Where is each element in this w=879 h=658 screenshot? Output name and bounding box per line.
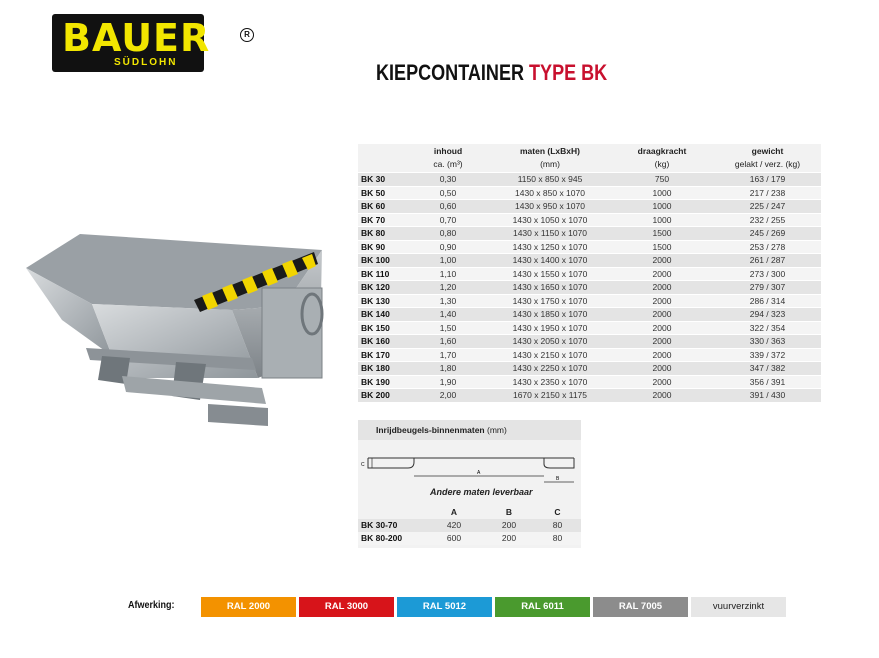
- cell-code: BK 130: [358, 294, 406, 308]
- table-row: [358, 532, 581, 545]
- specification-table: [358, 144, 821, 402]
- cell-code: BK 180: [358, 362, 406, 376]
- cell-inhoud: 1,60: [406, 335, 490, 349]
- cell-draag: 2000: [610, 308, 714, 322]
- dims-cell-c: 80: [534, 519, 581, 532]
- dims-cell-a: 420: [424, 519, 484, 532]
- cell-inhoud: 1,10: [406, 267, 490, 281]
- cell-inhoud: 0,60: [406, 200, 490, 214]
- cell-draag: 2000: [610, 321, 714, 335]
- finish-option: RAL 2000: [201, 597, 296, 617]
- title-part2: TYPE BK: [529, 60, 608, 85]
- cell-maten: 1670 x 2150 x 1175: [490, 389, 610, 402]
- cell-maten: 1430 x 1050 x 1070: [490, 213, 610, 227]
- finish-option: RAL 5012: [397, 597, 492, 617]
- cell-maten: 1430 x 1950 x 1070: [490, 321, 610, 335]
- cell-maten: 1430 x 2350 x 1070: [490, 375, 610, 389]
- cell-gewicht: 253 / 278: [714, 240, 821, 254]
- table-row: [358, 335, 821, 349]
- cell-gewicht: 339 / 372: [714, 348, 821, 362]
- cell-inhoud: 1,20: [406, 281, 490, 295]
- logo-wordmark: BAUER: [62, 16, 211, 60]
- cell-draag: 2000: [610, 375, 714, 389]
- cell-draag: 2000: [610, 335, 714, 349]
- cell-draag: 1000: [610, 200, 714, 214]
- cell-code: BK 70: [358, 213, 406, 227]
- table-row: [358, 173, 821, 187]
- cell-inhoud: 1,40: [406, 308, 490, 322]
- cell-inhoud: 0,50: [406, 186, 490, 200]
- title-part1: KIEPCONTAINER: [376, 60, 530, 85]
- table-row: [358, 240, 821, 254]
- dims-header-c: C: [554, 507, 561, 517]
- cell-maten: 1430 x 950 x 1070: [490, 200, 610, 214]
- finish-option: RAL 3000: [299, 597, 394, 617]
- cell-draag: 1500: [610, 227, 714, 241]
- bauer-logo: [52, 14, 250, 72]
- cell-inhoud: 1,90: [406, 375, 490, 389]
- header-maten-unit: (mm): [540, 158, 560, 169]
- table-row: [358, 375, 821, 389]
- cell-inhoud: 0,80: [406, 227, 490, 241]
- cell-draag: 2000: [610, 281, 714, 295]
- table-row: [358, 267, 821, 281]
- cell-inhoud: 1,80: [406, 362, 490, 376]
- cell-maten: 1430 x 1400 x 1070: [490, 254, 610, 268]
- table-row: [358, 213, 821, 227]
- dimension-label-a: A: [477, 470, 481, 476]
- cell-draag: 1500: [610, 240, 714, 254]
- finish-label: Afwerking:: [128, 600, 175, 611]
- cell-code: BK 50: [358, 186, 406, 200]
- table-row: [358, 348, 821, 362]
- dimension-label-c: C: [361, 462, 365, 468]
- table-row: [358, 281, 821, 295]
- cell-inhoud: 1,50: [406, 321, 490, 335]
- header-inhoud: inhoud: [433, 146, 463, 156]
- finish-option: RAL 7005: [593, 597, 688, 617]
- cell-code: BK 160: [358, 335, 406, 349]
- bracket-dimension-diagram: [358, 442, 581, 488]
- drive-in-brackets-title: [358, 420, 581, 440]
- cell-draag: 2000: [610, 348, 714, 362]
- header-draagkracht: draagkracht: [637, 146, 687, 156]
- cell-maten: 1430 x 1650 x 1070: [490, 281, 610, 295]
- cell-maten: 1430 x 1550 x 1070: [490, 267, 610, 281]
- cell-inhoud: 1,30: [406, 294, 490, 308]
- beugel-unit: (mm): [484, 425, 507, 435]
- dims-header-a: A: [450, 507, 458, 517]
- header-maten: maten (LxBxH): [520, 146, 580, 156]
- header-inhoud-unit: ca. (m³): [433, 158, 463, 169]
- cell-maten: 1430 x 1850 x 1070: [490, 308, 610, 322]
- cell-gewicht: 232 / 255: [714, 213, 821, 227]
- header-model-unit: [358, 158, 406, 173]
- dims-header-model: [358, 506, 424, 519]
- table-row: [358, 186, 821, 200]
- cell-code: BK 30: [358, 173, 406, 187]
- cell-maten: 1430 x 2150 x 1070: [490, 348, 610, 362]
- dims-cell-b: 200: [484, 532, 534, 545]
- finish-option: RAL 6011: [495, 597, 590, 617]
- cell-gewicht: 347 / 382: [714, 362, 821, 376]
- tipping-container-image: [22, 228, 334, 434]
- table-row: [358, 321, 821, 335]
- cell-maten: 1430 x 1750 x 1070: [490, 294, 610, 308]
- cell-gewicht: 391 / 430: [714, 389, 821, 402]
- cell-maten: 1430 x 2050 x 1070: [490, 335, 610, 349]
- cell-code: BK 120: [358, 281, 406, 295]
- cell-gewicht: 163 / 179: [714, 173, 821, 187]
- cell-draag: 2000: [610, 362, 714, 376]
- cell-maten: 1430 x 1150 x 1070: [490, 227, 610, 241]
- cell-code: BK 150: [358, 321, 406, 335]
- dims-cell-b: 200: [484, 519, 534, 532]
- cell-gewicht: 217 / 238: [714, 186, 821, 200]
- cell-code: BK 80: [358, 227, 406, 241]
- table-row: [358, 389, 821, 402]
- cell-gewicht: 225 / 247: [714, 200, 821, 214]
- cell-gewicht: 245 / 269: [714, 227, 821, 241]
- cell-maten: 1150 x 850 x 945: [490, 173, 610, 187]
- cell-code: BK 110: [358, 267, 406, 281]
- cell-code: BK 90: [358, 240, 406, 254]
- other-sizes-note: Andere maten leverbaar: [430, 487, 533, 497]
- cell-inhoud: 0,70: [406, 213, 490, 227]
- bracket-dimensions-table: [358, 506, 581, 545]
- cell-code: BK 190: [358, 375, 406, 389]
- cell-gewicht: 330 / 363: [714, 335, 821, 349]
- table-row: [358, 362, 821, 376]
- header-gewicht-unit: gelakt / verz. (kg): [734, 158, 801, 169]
- cell-inhoud: 1,70: [406, 348, 490, 362]
- cell-maten: 1430 x 850 x 1070: [490, 186, 610, 200]
- cell-draag: 1000: [610, 213, 714, 227]
- header-gewicht: gewicht: [751, 146, 784, 156]
- cell-gewicht: 273 / 300: [714, 267, 821, 281]
- cell-inhoud: 1,00: [406, 254, 490, 268]
- cell-gewicht: 261 / 287: [714, 254, 821, 268]
- cell-code: BK 60: [358, 200, 406, 214]
- page-title: [376, 60, 607, 86]
- cell-draag: 2000: [610, 389, 714, 402]
- table-row: [358, 294, 821, 308]
- cell-inhoud: 2,00: [406, 389, 490, 402]
- cell-gewicht: 279 / 307: [714, 281, 821, 295]
- table-row: [358, 308, 821, 322]
- cell-draag: 750: [610, 173, 714, 187]
- dims-cell-c: 80: [534, 532, 581, 545]
- cell-code: BK 140: [358, 308, 406, 322]
- cell-gewicht: 286 / 314: [714, 294, 821, 308]
- cell-draag: 2000: [610, 294, 714, 308]
- dims-header-b: B: [505, 507, 513, 517]
- cell-draag: 2000: [610, 254, 714, 268]
- dims-cell-code: BK 80-200: [358, 532, 424, 545]
- beugel-title: Inrijdbeugels-binnenmaten: [376, 425, 485, 435]
- cell-gewicht: 322 / 354: [714, 321, 821, 335]
- cell-inhoud: 0,90: [406, 240, 490, 254]
- cell-code: BK 170: [358, 348, 406, 362]
- dimension-label-b: B: [556, 476, 560, 482]
- header-draagkracht-unit: (kg): [654, 158, 670, 169]
- cell-gewicht: 356 / 391: [714, 375, 821, 389]
- dims-cell-a: 600: [424, 532, 484, 545]
- cell-code: BK 200: [358, 389, 406, 402]
- dims-cell-code: BK 30-70: [358, 519, 424, 532]
- table-row: [358, 200, 821, 214]
- cell-draag: 1000: [610, 186, 714, 200]
- cell-draag: 2000: [610, 267, 714, 281]
- table-row: [358, 254, 821, 268]
- cell-code: BK 100: [358, 254, 406, 268]
- cell-inhoud: 0,30: [406, 173, 490, 187]
- cell-gewicht: 294 / 323: [714, 308, 821, 322]
- drive-in-brackets-panel: [358, 420, 581, 548]
- logo-subtitle: SÜDLOHN: [114, 57, 178, 68]
- header-model: [358, 144, 406, 158]
- cell-maten: 1430 x 2250 x 1070: [490, 362, 610, 376]
- table-row: [358, 227, 821, 241]
- finish-option: vuurverzinkt: [691, 597, 786, 617]
- table-row: [358, 519, 581, 532]
- cell-maten: 1430 x 1250 x 1070: [490, 240, 610, 254]
- registered-mark-icon: R: [240, 28, 254, 42]
